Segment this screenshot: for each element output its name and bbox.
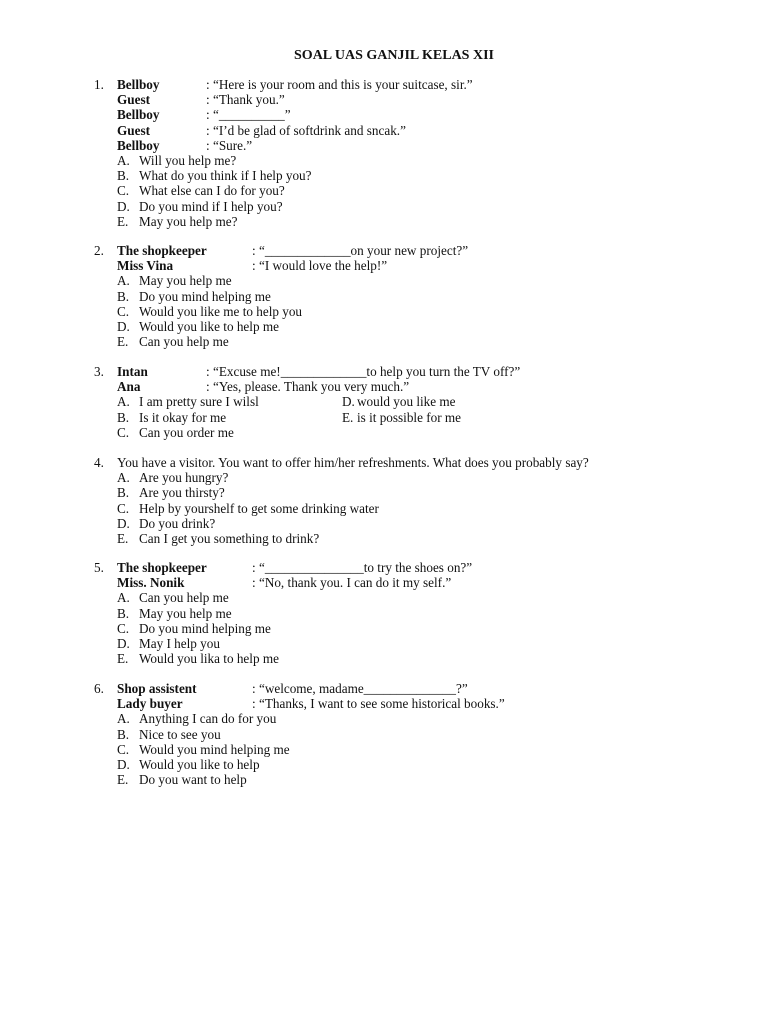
option-letter: E. xyxy=(117,334,129,350)
option-text[interactable]: is it possible for me xyxy=(357,409,462,425)
option-letter: E. xyxy=(342,409,354,425)
option-letter: A. xyxy=(117,273,130,289)
option-letter: C. xyxy=(117,741,130,757)
line-text: : “Excuse me!_____________to help you turn the TV off?” xyxy=(206,364,521,379)
option-letter: E. xyxy=(117,213,129,229)
speaker: Bellboy xyxy=(117,107,160,123)
speaker: Shop assistent xyxy=(117,681,197,696)
line-text: : “Yes, please. Thank you very much.” xyxy=(206,379,410,395)
option-text: Would you like me to help you xyxy=(139,303,303,319)
option-text: Can you help me xyxy=(139,334,229,350)
question-number: 3. xyxy=(94,364,104,379)
line-text: : “Thanks, I want to see some historical books.” xyxy=(252,696,505,712)
option-text: Can you order me xyxy=(139,424,234,440)
option-text: Nice to see you xyxy=(139,726,221,742)
speaker: The shopkeeper xyxy=(117,560,207,575)
option-letter: D. xyxy=(117,318,130,334)
question-number: 2. xyxy=(94,243,104,258)
option-letter: C. xyxy=(117,424,130,440)
option-text: Do you mind helping me xyxy=(139,288,271,304)
speaker: Guest xyxy=(117,92,150,108)
option-letter: B. xyxy=(117,168,130,184)
question-text: You have a visitor. You want to offer him/her refreshments. What does you probably say? xyxy=(117,455,589,470)
question-number: 4. xyxy=(94,455,104,470)
option-text: Would you like to help me xyxy=(139,318,279,334)
speaker: Intan xyxy=(117,364,148,379)
speaker: Miss. Nonik xyxy=(117,575,185,591)
option-text: May you help me xyxy=(139,273,232,289)
speaker: Bellboy xyxy=(117,137,160,153)
question-number: 1. xyxy=(94,77,104,92)
option-text[interactable]: Is it okay for me xyxy=(139,409,227,425)
option-letter: D. xyxy=(117,756,130,772)
option-text: Help by yourshelf to get some drinking water xyxy=(139,500,379,516)
option-letter: D. xyxy=(117,515,130,531)
option-text: Are you hungry? xyxy=(139,470,229,486)
option-letter: E. xyxy=(117,651,129,667)
speaker: Ana xyxy=(117,379,141,395)
line-text: : “I would love the help!” xyxy=(252,258,388,274)
option-letter: A. xyxy=(117,152,130,168)
line-text: : “_____________on your new project?” xyxy=(252,243,469,258)
option-letter: D. xyxy=(342,394,355,410)
option-letter: A. xyxy=(117,394,130,410)
line-text: : “welcome, madame______________?” xyxy=(252,681,468,696)
option-text: May I help you xyxy=(139,635,220,651)
option-letter: C. xyxy=(117,303,130,319)
option-letter: C. xyxy=(117,620,130,636)
speaker: Bellboy xyxy=(117,77,160,92)
option-text: Are you thirsty? xyxy=(139,485,225,501)
option-letter: C. xyxy=(117,500,130,516)
option-letter: E. xyxy=(117,772,129,788)
line-text: : “_______________to try the shoes on?” xyxy=(252,560,473,575)
option-letter: A. xyxy=(117,590,130,606)
line-text: : “__________” xyxy=(206,107,291,123)
option-text: Will you help me? xyxy=(139,152,237,168)
option-letter: D. xyxy=(117,198,130,214)
option-text: May you help me xyxy=(139,605,232,621)
option-letter: A. xyxy=(117,711,130,727)
line-text: : “No, thank you. I can do it my self.” xyxy=(252,575,452,591)
option-text: Anything I can do for you xyxy=(139,711,277,727)
speaker: Guest xyxy=(117,122,150,138)
option-text: What do you think if I help you? xyxy=(139,168,312,184)
speaker: The shopkeeper xyxy=(117,243,207,258)
option-text: Do you drink? xyxy=(139,515,216,531)
option-letter: A. xyxy=(117,470,130,486)
speaker: Miss Vina xyxy=(117,258,174,274)
option-text: Would you mind helping me xyxy=(139,741,290,757)
option-text[interactable]: I am pretty sure I wilsl xyxy=(139,394,259,410)
option-letter: B. xyxy=(117,605,130,621)
line-text: : “I’d be glad of softdrink and sncak.” xyxy=(206,122,406,138)
option-text: Do you want to help xyxy=(139,772,247,788)
option-letter: C. xyxy=(117,183,130,199)
option-letter: D. xyxy=(117,635,130,651)
option-letter: B. xyxy=(117,485,130,501)
option-letter: B. xyxy=(117,726,130,742)
option-letter: B. xyxy=(117,409,130,425)
option-text: Can I get you something to drink? xyxy=(139,530,320,546)
option-text: Would you like to help xyxy=(139,756,260,772)
question-number: 5. xyxy=(94,560,104,575)
speaker: Lady buyer xyxy=(117,696,183,712)
line-text: : “Thank you.” xyxy=(206,92,285,108)
option-text: Do you mind if I help you? xyxy=(139,198,283,214)
option-text[interactable]: would you like me xyxy=(357,394,456,410)
line-text: : “Here is your room and this is your suitcase, sir.” xyxy=(206,77,473,92)
option-text: What else can I do for you? xyxy=(139,183,285,199)
option-text: Can you help me xyxy=(139,590,229,606)
option-letter: B. xyxy=(117,288,130,304)
line-text: : “Sure.” xyxy=(206,137,253,153)
option-text: May you help me? xyxy=(139,213,238,229)
question-number: 6. xyxy=(94,681,104,696)
option-letter: E. xyxy=(117,530,129,546)
option-text: Do you mind helping me xyxy=(139,620,271,636)
page-title: SOAL UAS GANJIL KELAS XII xyxy=(294,48,494,63)
option-text: Would you lika to help me xyxy=(139,651,279,667)
